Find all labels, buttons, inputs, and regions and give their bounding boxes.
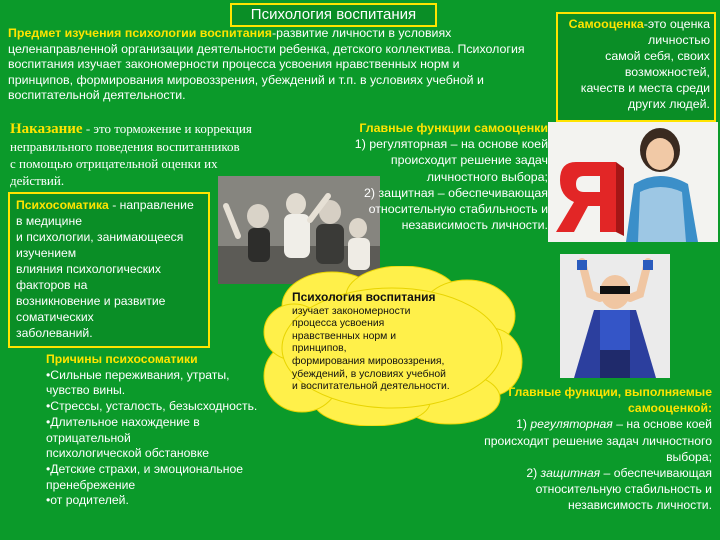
self-esteem-line: -это оценка: [643, 17, 710, 31]
cloud-line: принципов,: [292, 343, 347, 355]
psychosomatics-box: [8, 192, 210, 348]
intro-line: -развитие личности в условиях: [271, 26, 452, 40]
self-esteem-line: личностью: [648, 33, 710, 47]
function-2-line: независимость личности.: [567, 498, 712, 513]
psychosomatics-line: изучением: [16, 246, 77, 260]
cause-line: •от родителей.: [46, 493, 129, 508]
psychosomatics-line: и психологии, занимающееся: [16, 230, 184, 244]
cloud-line: изучает закономерности: [292, 305, 411, 317]
psychosomatics-line: возникновение и развитие: [16, 294, 166, 308]
self-esteem-function-line: 2) защитная – обеспечивающая: [364, 185, 548, 200]
self-esteem-line: самой себя, своих: [605, 49, 710, 63]
punishment-line: действий.: [10, 173, 65, 188]
page-title-text: Психология воспитания: [250, 6, 417, 23]
self-esteem-functions: [330, 120, 548, 233]
cause-line: пренебрежение: [46, 477, 136, 492]
function-2-number: 2): [526, 466, 541, 481]
intro-line: воспитания изучает закономерности процесса усвоения нравственных норм и: [8, 57, 460, 72]
self-esteem-box: [556, 12, 716, 122]
psychosomatics-causes: [46, 352, 276, 509]
cloud-line: нравственных норм и: [292, 330, 396, 342]
intro-line: воспитательной деятельности.: [8, 88, 186, 103]
cause-line: отрицательной: [46, 430, 131, 445]
self-esteem-line: качеств и места среди: [580, 81, 710, 95]
self-esteem-term: Самооценка: [568, 17, 644, 31]
cause-line: •Стрессы, усталость, безысходность.: [46, 399, 258, 414]
self-esteem-functions-title: Главные функции самооценки: [359, 121, 548, 135]
right-functions-title: Главные функции, выполняемые: [508, 385, 712, 399]
punishment-line: с помощью отрицательной оценки их: [10, 156, 218, 171]
psychosomatics-line: - направление: [108, 198, 194, 212]
function-2-line: относительную стабильность и: [535, 482, 712, 497]
psychosomatics-term: Психосоматика: [16, 198, 109, 212]
self-esteem-function-line: независимость личности.: [401, 218, 548, 233]
cause-line: •Сильные переживания, утраты,: [46, 367, 230, 382]
function-1-term: регуляторная: [530, 417, 613, 432]
self-esteem-function-line: происходит решение задач: [390, 153, 548, 168]
child-superhero-photo: [560, 254, 670, 378]
woman-with-letter-ya-photo: [548, 122, 718, 242]
cause-line: •Детские страхи, и эмоциональное: [46, 461, 244, 476]
psychosomatics-line: в медицине: [16, 214, 82, 228]
causes-title: Причины психосоматики: [46, 352, 198, 366]
psychosomatics-line: заболеваний.: [16, 326, 93, 340]
self-esteem-function-line: личностного выбора;: [426, 169, 548, 184]
function-1-number: 1): [516, 417, 531, 432]
self-esteem-line: других людей.: [628, 97, 710, 111]
psychosomatics-line: соматических: [16, 310, 94, 324]
intro-line: целенаправленной организации деятельности ребенка, детского коллектива. Психология: [8, 41, 525, 56]
intro-term: Предмет изучения психологии воспитания: [8, 26, 272, 40]
self-esteem-function-line: 1) регуляторная – на основе коей: [354, 137, 548, 152]
punishment-term: Наказание: [10, 121, 83, 137]
function-2-term: защитная: [540, 466, 601, 481]
self-esteem-function-line: относительную стабильность и: [368, 202, 548, 217]
cloud-line: формирования мировоззрения,: [292, 355, 445, 367]
self-esteem-line: возможностей,: [624, 65, 710, 79]
cause-line: •Длительное нахождение в: [46, 414, 200, 429]
punishment-line: неправильного поведения воспитанников: [10, 139, 240, 154]
right-functions-title: самооценкой:: [627, 401, 712, 416]
function-1-rest: – на основе коей: [612, 417, 712, 432]
psychosomatics-line: факторов на: [16, 278, 88, 292]
function-2-rest: – обеспечивающая: [600, 466, 712, 481]
intro-line: принципов, формирования мировоззрения, убеждений и т.п. в условиях учебной и: [8, 72, 484, 87]
cloud-line: убеждений, в условиях учебной: [292, 368, 446, 380]
cloud-title: Психология воспитания: [292, 290, 436, 304]
cause-line: психологической обстановке: [46, 446, 210, 461]
page-title: [230, 3, 437, 27]
intro-paragraph: [8, 26, 548, 104]
self-esteem-functions-detailed: [460, 384, 712, 514]
punishment-line: - это торможение и коррекция: [82, 121, 252, 136]
cloud-line: и воспитательной деятельности.: [292, 381, 450, 393]
function-1-line: выбора;: [666, 449, 712, 464]
psychosomatics-line: влияния психологических: [16, 262, 161, 276]
cloud-line: процесса усвоения: [292, 318, 385, 330]
cause-line: чувство вины.: [46, 383, 126, 398]
function-1-line: происходит решение задач личностного: [484, 433, 712, 448]
cloud-text: [292, 290, 468, 394]
